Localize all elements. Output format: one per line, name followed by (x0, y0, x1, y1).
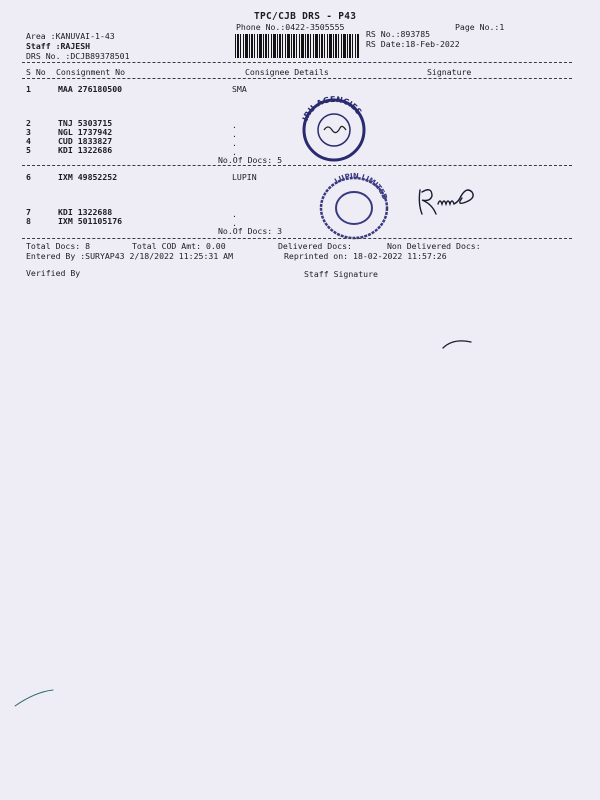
row-consignment-no: KDI 1322686 (58, 145, 113, 155)
row-consignment-no: MAA 276180500 (58, 84, 123, 94)
column-header-consignee: Consignee Details (245, 67, 329, 77)
verified-by-label: Verified By (26, 268, 81, 278)
row-consignee: . (232, 138, 237, 148)
non-delivered-docs: Non Delivered Docs: (387, 241, 481, 251)
row-sno: 2 (26, 118, 31, 128)
area-label: Area :KANUVAI-1-43 (26, 31, 115, 41)
row-sno: 6 (26, 172, 31, 182)
row-consignee: LUPIN (232, 172, 257, 182)
delivered-docs: Delivered Docs: (278, 241, 352, 251)
row-sno: 8 (26, 216, 31, 226)
row-consignee: . (232, 129, 237, 139)
document-title: TPC/CJB DRS - P43 (254, 11, 357, 22)
agency-seal-stamp (296, 92, 372, 164)
pen-mark (440, 336, 476, 352)
handwritten-signature (412, 182, 492, 220)
row-consignment-no: IXM 49852252 (58, 172, 118, 182)
divider (22, 62, 572, 63)
row-consignee: . (232, 147, 237, 157)
row-consignee: . (232, 218, 237, 228)
staff-label: Staff :RAJESH (26, 41, 91, 51)
entered-by: Entered By :SURYAP43 2/18/2022 11:25:31 AM (26, 251, 234, 261)
rs-date: RS Date:18-Feb-2022 (366, 39, 460, 49)
row-consignment-no: CUD 1833827 (58, 136, 113, 146)
docs-count: No.Of Docs: 3 (218, 226, 283, 236)
page-number: Page No.:1 (455, 22, 505, 32)
row-consignee: . (232, 120, 237, 130)
divider (22, 165, 572, 166)
row-sno: 1 (26, 84, 31, 94)
svg-text:IRU AGENCIES: IRU AGENCIES (300, 94, 364, 123)
row-sno: 7 (26, 207, 31, 217)
row-consignment-no: KDI 1322688 (58, 207, 113, 217)
staff-signature-label: Staff Signature (304, 269, 378, 279)
rs-number: RS No.:893785 (366, 29, 431, 39)
row-sno: 5 (26, 145, 31, 155)
total-cod-amount: Total COD Amt: 0.00 (132, 241, 226, 251)
divider (22, 78, 572, 79)
row-sno: 4 (26, 136, 31, 146)
phone-number: Phone No.:0422-3505555 (236, 22, 345, 32)
row-consignment-no: IXM 501105176 (58, 216, 123, 226)
barcode-image (235, 34, 359, 58)
column-header-consignment: Consignment No (56, 67, 126, 77)
column-header-sno: S No (26, 67, 46, 77)
row-consignment-no: NGL 1737942 (58, 127, 113, 137)
row-sno: 3 (26, 127, 31, 137)
row-consignee: SMA (232, 84, 247, 94)
column-header-signature: Signature (427, 67, 472, 77)
drs-number: DRS No. :DCJB89378501 (26, 51, 130, 61)
docs-count: No.Of Docs: 5 (218, 155, 283, 165)
row-consignment-no: TNJ 5303715 (58, 118, 113, 128)
divider (22, 238, 572, 239)
pen-mark (12, 686, 56, 710)
svg-text:LUPIN LIMITED: LUPIN LIMITED (333, 172, 389, 201)
lupin-seal-stamp (312, 172, 396, 242)
row-consignee: . (232, 209, 237, 219)
reprinted-on: Reprinted on: 18-02-2022 11:57:26 (284, 251, 447, 261)
total-docs: Total Docs: 8 (26, 241, 91, 251)
